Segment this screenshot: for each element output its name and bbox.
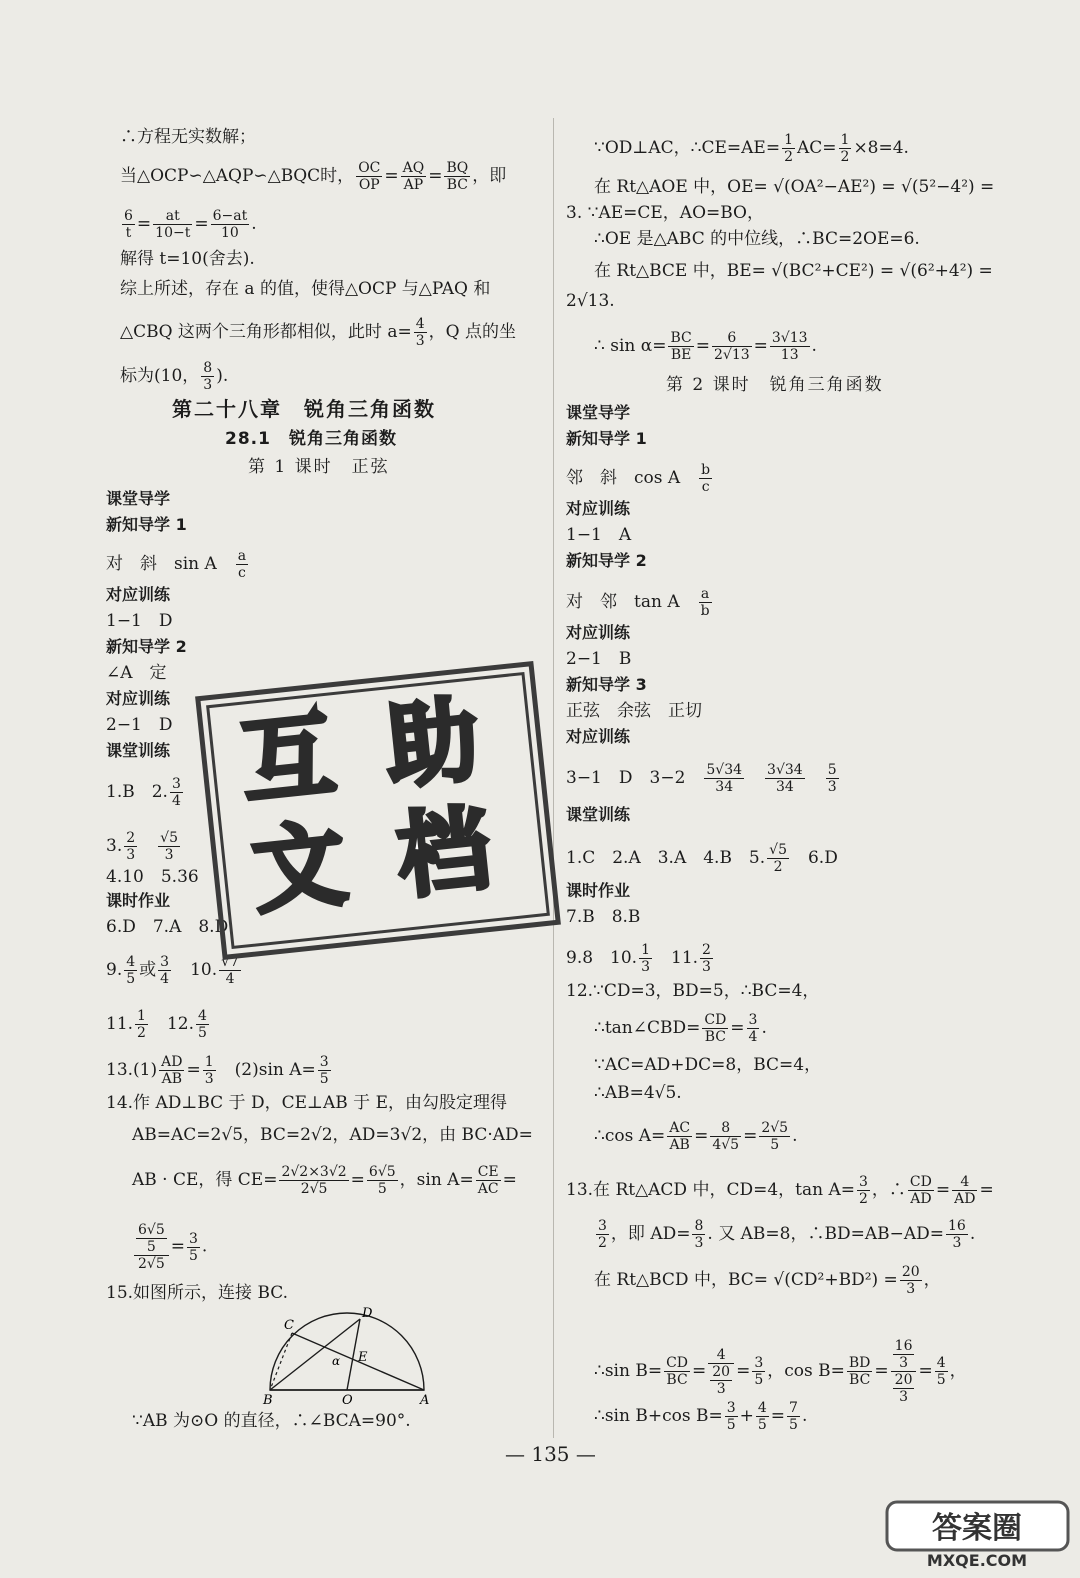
answer-line: 1.C 2.A 3.A 4.B 5. $\frac{√5}{2}$ 6.D: [566, 842, 838, 875]
answer-line: 13.(1) $\frac{AD}{AB}$ = $\frac{1}{3}$ (2)sin A= $\frac{3}{5}$: [106, 1054, 329, 1087]
subheading: 课堂训练: [106, 741, 171, 760]
semicircle-figure: [260, 1305, 435, 1405]
answer-line: 14.作 AD⊥BC 于 D，CE⊥AB 于 E，由勾股定理得: [106, 1093, 507, 1113]
answer-line: 6.D 7.A 8.D: [106, 917, 229, 937]
answer-line: 12.∵CD=3，BD=5，∴BC=4，: [566, 981, 820, 1001]
answer-line: 1−1 A: [566, 525, 632, 545]
text-line: 在 Rt△BCE 中，BE= √(BC²+CE²) = √(6²+4²) =: [594, 261, 993, 281]
text-line: 综上所述，存在 a 的值，使得△OCP 与△PAQ 和: [120, 279, 491, 299]
answer-line: 3. $\frac{2}{3}$ $\frac{√5}{3}$: [106, 830, 178, 863]
point-label-c: C: [284, 1318, 294, 1333]
angle-label-alpha: α: [332, 1354, 341, 1368]
point-label-o: O: [342, 1393, 353, 1405]
answer-line: 邻 斜 cos A $\frac{b}{c}$: [566, 462, 711, 495]
answer-line: 对 斜 sin A $\frac{a}{c}$: [106, 548, 247, 581]
point-label-b: B: [263, 1393, 273, 1405]
point-label-a: A: [420, 1393, 430, 1405]
text-line: ∵OD⊥AC，∴CE=AE= $\frac{1}{2}$ AC= $\frac{1}{2}$ ×8=4.: [594, 132, 909, 165]
stamp-char: 助: [380, 685, 484, 802]
stamp-watermark: [195, 661, 561, 960]
text-line: 标为(10， $\frac{8}{3}$ ).: [120, 360, 229, 393]
subheading: 课时作业: [106, 891, 171, 910]
svg-text:答案圈: 答案圈: [932, 1511, 1022, 1546]
text-line: 解得 t=10(舍去).: [120, 249, 255, 269]
answer-line: $\frac{3}{2}$ ，即 AD= $\frac{8}{3}$ . 又 AB=8，∴BD=AB−AD= $\frac{16}{3}$ .: [598, 1218, 976, 1251]
answer-line: 1.B 2. $\frac{3}{4}$: [106, 776, 181, 809]
subheading: 新知导学 1: [106, 515, 187, 534]
answer-line: 正弦 余弦 正切: [566, 701, 702, 721]
answer-line: 2−1 B: [566, 649, 632, 669]
subheading: 新知导学 1: [566, 429, 647, 448]
answer-line: $\frac{\frac{6√5}{5}}{2√5}$ = $\frac{3}{5}$ .: [132, 1222, 207, 1272]
mxqe-logo-watermark: [885, 1500, 1070, 1570]
chapter-title: 第二十八章 锐角三角函数: [172, 397, 436, 421]
lesson-title: 第 1 课时 正弦: [248, 457, 390, 477]
answer-line: 13.在 Rt△ACD 中，CD=4，tan A= $\frac{3}{2}$ ，∴ $\frac{CD}{AD}$ = $\frac{4}{AD}$ =: [566, 1174, 994, 1207]
text-line: ∴方程无实数解；: [120, 127, 256, 147]
text-line: $\frac{6}{t}$ = $\frac{at}{10-t}$ = $\frac{6-at}{10}$ .: [124, 208, 257, 241]
lesson-title: 第 2 课时 锐角三角函数: [666, 375, 884, 395]
subheading: 课堂导学: [106, 489, 171, 508]
text-line: 在 Rt△AOE 中，OE= √(OA²−AE²) = √(5²−4²) =: [594, 177, 995, 197]
point-label-e: E: [358, 1350, 368, 1365]
answer-line: 9. $\frac{4}{5}$ 或 $\frac{3}{4}$ 10. $\frac{√7}{4}$: [106, 954, 239, 987]
answer-line: ∵AC=AD+DC=8，BC=4，: [594, 1055, 822, 1075]
stamp-char: 互: [236, 700, 340, 817]
subheading: 对应训练: [566, 727, 631, 746]
answer-line: ∠A 定: [106, 663, 167, 683]
text-line: 2√13.: [566, 291, 615, 311]
stamp-char: 档: [392, 794, 496, 911]
svg-text:MXQE.COM: MXQE.COM: [926, 1551, 1028, 1570]
text-line: 当△OCP∽△AQP∽△BQC时， $\frac{OC}{OP}$ = $\frac{AQ}{AP}$ = $\frac{BQ}{BC}$ ，即: [120, 160, 507, 193]
answer-line: ∴sin B+cos B= $\frac{3}{5}$ + $\frac{4}{5}$ = $\frac{7}{5}$ .: [594, 1400, 808, 1433]
answer-line: 9.8 10. $\frac{1}{3}$ 11. $\frac{2}{3}$: [566, 942, 711, 975]
text-line: ∴OE 是△ABC 的中位线，∴BC=2OE=6.: [594, 229, 920, 249]
answer-line: 在 Rt△BCD 中，BC= √(CD²+BD²) = $\frac{20}{3}$ ，: [594, 1264, 941, 1297]
column-divider: [553, 118, 554, 1438]
text-line: 3. ∵AE=CE，AO=BO，: [566, 203, 764, 223]
subheading: 对应训练: [106, 585, 171, 604]
subheading: 对应训练: [106, 689, 171, 708]
point-label-d: D: [362, 1306, 373, 1321]
answer-line: 1−1 D: [106, 611, 173, 631]
answer-line: 对 邻 tan A $\frac{a}{b}$: [566, 586, 710, 619]
stamp-char: 文: [248, 809, 351, 927]
subheading: 新知导学 3: [566, 675, 647, 694]
answer-line: ∵AB 为⊙O 的直径，∴∠BCA=90°.: [132, 1411, 411, 1431]
answer-line: 2−1 D: [106, 715, 173, 735]
answer-line: ∴cos A= $\frac{AC}{AB}$ = $\frac{8}{4√5}$ = $\frac{2√5}{5}$ .: [594, 1120, 798, 1153]
answer-line: AB=AC=2√5，BC=2√2，AD=3√2，由 BC·AD=: [132, 1125, 533, 1145]
answer-line: 7.B 8.B: [566, 907, 641, 927]
subheading: 对应训练: [566, 499, 631, 518]
subheading: 新知导学 2: [566, 551, 647, 570]
subheading: 新知导学 2: [106, 637, 187, 656]
subheading: 对应训练: [566, 623, 631, 642]
answer-line: 4.10 5.36: [106, 867, 199, 887]
text-line: △CBQ 这两个三角形都相似，此时 a= $\frac{4}{3}$ ，Q 点的坐: [120, 316, 516, 349]
answer-line: ∴sin B= $\frac{CD}{BC}$ = $\frac{4}{\frac{20}{3}}$ = $\frac{3}{5}$ ，cos B= $\frac{BD}{BC}$ = $\frac{\frac{16}{3}}{\frac{20}{3}}$ = $\frac{4}{5}$ ，: [594, 1338, 967, 1405]
answer-line: ∴AB=4√5.: [594, 1083, 682, 1103]
page-number: — 135 —: [505, 1442, 596, 1466]
answer-line: 15.如图所示，连接 BC.: [106, 1283, 289, 1303]
subheading: 课堂导学: [566, 403, 631, 422]
section-title: 28.1 锐角三角函数: [225, 429, 397, 449]
answer-line: 3−1 D 3−2 $\frac{5√34}{34}$ $\frac{3√34}{34}$ $\frac{5}{3}$: [566, 762, 837, 795]
answer-line: ∴tan∠CBD= $\frac{CD}{BC}$ = $\frac{3}{4}$ .: [594, 1012, 767, 1045]
answer-line: 11. $\frac{1}{2}$ 12. $\frac{4}{5}$: [106, 1008, 207, 1041]
subheading: 课堂训练: [566, 805, 631, 824]
subheading: 课时作业: [566, 881, 631, 900]
answer-line: AB · CE，得 CE= $\frac{2√2\times 3√2}{2√5}$ = $\frac{6√5}{5}$ ，sin A= $\frac{CE}{AC}$ =: [132, 1164, 517, 1197]
text-line: ∴ sin α= $\frac{BC}{BE}$ = $\frac{6}{2√13}$ = $\frac{3√13}{13}$ .: [594, 330, 817, 363]
